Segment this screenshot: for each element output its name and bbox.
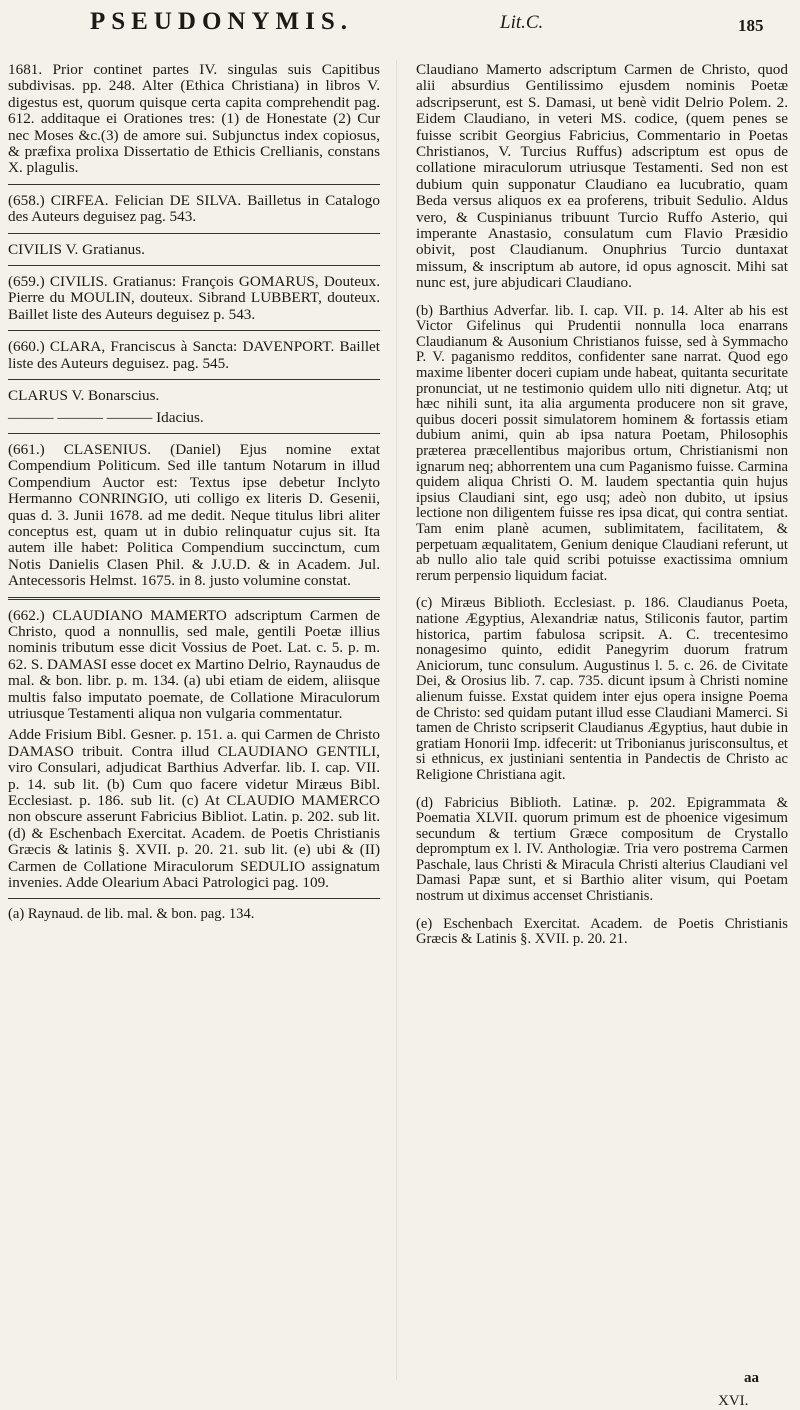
entry-659-civilis: (659.) CIVILIS. Gratianus: François GOMARUS, Douteux. Pierre du MOULIN, douteux. Sibrand LUBBERT, douteux. Baillet liste des Auteurs deguisez p. 543. xyxy=(8,273,380,323)
entry-658-cirfea: (658.) CIRFEA. Felician DE SILVA. Bailletus in Catalogo des Auteurs deguisez pag. 543. xyxy=(8,191,380,226)
divider xyxy=(8,233,380,234)
left-column xyxy=(8,62,380,928)
page-number: 185 xyxy=(738,16,764,35)
divider xyxy=(8,330,380,331)
right-column xyxy=(416,62,788,953)
running-title: PSEUDONYMIS. xyxy=(90,8,353,35)
footnote-a-continuation: Claudiano Mamerto adscriptum Carmen de Christo, quod alii absurdius Gentilissimo ejusdem nominis Poetæ adscripserunt, est S. Damasi, ut benè vidit Delrio Polem. 2. Eidem Claudiano, in veteri MS. codice, (quem penes se fuisse scribit Georgius Fabricius, Commentario in Poetas Christianos, V. Turcius Ruffus) adscriptum est opus de collatione miraculorum utriusque Testamenti. Sed non est dubium quin supponatur Claudiano ea lucubratio, quam Beda versus aliquos ex ea proferens, tribuit Sedulio. Aldus vero, & Cuspinianus tribuunt Turcio Ruffo Asterio, qui imperante Anastasio, consulatum cum Flavio Præsidio obivit, post Claudianum. Onuphrius Turcio duntaxat missum, & inscriptum ab autore, id opus agnoscit. Mihi sat nunc est, jure abjudicari Claudiano. xyxy=(416,61,788,292)
divider xyxy=(8,597,380,600)
footnote-e: (e) Eschenbach Exercitat. Academ. de Poetis Christianis Græcis & Latinis §. XVII. p. 20. 21. xyxy=(416,915,788,948)
entry-clarus-see: CLARUS V. Bonarscius. xyxy=(8,387,160,405)
signature-mark: aa xyxy=(744,1370,759,1386)
footnote-divider xyxy=(8,898,380,899)
divider xyxy=(8,433,380,434)
divider xyxy=(8,265,380,266)
entry-idacius-see: ——— ——— ——— Idacius. xyxy=(8,408,204,426)
divider xyxy=(8,379,380,380)
entry-660-clara: (660.) CLARA, Franciscus à Sancta: DAVENPORT. Baillet liste des Auteurs deguisez. pag. 545. xyxy=(8,338,380,372)
footnote-b: (b) Barthius Adverfar. lib. I. cap. VII. p. 14. Alter ab his est Victor Gifelinus qui Prudentii nonnulla loca enarrans Claudianum & Ausonium Christianos fuisse, sed à Symmacho P. V. paganismo redditos, confidenter sane narrat. Quod ego maxime libenter doceri cupiam unde habeat, quitanta securitate pronunciat, ut ne testimonio quidem ullo niti dignetur. Atq; ut hæc nihili sunt, ita alia argumenta producere non sit grave, quibus doceri possit simulatorem hominem & fortassis etiam dubium animi, quin ab ipsa natura Poetam, Philosophis præterea præcellentibus majoribus ortum, Christianismi non ignarum neq; abhorrentem una cum Paganismo fuisse. Carmina quidem aliqua Christi O. M. laudem spectantia quin hujus ipsius Claudiani sint, ego usq; adeò non dubito, ut ipsius lectione non diligentem fuisse res ipsa dicat, qui contra sentiat. Tam enim planè acumen, sublimitatem, facilitatem, & perpetuam æqualitatem, Genium denique Claudiani referunt, ut ab nullo alio tale quid scribi potuisse exactissima omnium rerum perpensio liquidum faciat. xyxy=(416,302,788,584)
footnote-d: (d) Fabricius Biblioth. Latinæ. p. 202. Epigrammata & Poematia XLVII. quorum primum est de phoenice vigesimum secundum & tertium Græce compositum de Crystallo depromptum ex l. IV. Anthologiæ. Tria vero postrema Carmen Paschale, laus Christi & Miracula Christi alterius Claudiani vel Damasi Papæ sunt, et si Barthio aliter visum, qui Poetam nostrum ut diximus accenset Christianis. xyxy=(416,794,788,905)
page-header xyxy=(0,0,800,48)
catchword: XVI. xyxy=(718,1393,749,1409)
footnote-c: (c) Miræus Biblioth. Ecclesiast. p. 186. Claudianus Poeta, natione Ægyptius, Alexandriæ natus, Stiliconis fautor, partim historica, partim fabulosa scripsit. A. C. trecentesimo nonagesimo quinto, edidit Panegyrim duorum fratrum Aniciorum, tunc consulum. Augustinus l. 5. c. 26. de Civitate Dei, & Orosius lib. 7. cap. 735. dicunt ipsum à Christi nomine alienum fuisse. Exstat quidem inter ejus opera insigne Poema de Christo: sed quidam putant illud esse Claudiani Mamerci. Si tamen de Christo scripserit Claudianus Ægyptius, haut dubie in gratiam Honorii Imp. idfecerit: ut Tribonianus jurisconsultus, et si ethnicus, ex justiniani sententia in Pandectis de Christo ac Religione Christiana agit. xyxy=(416,595,788,783)
entry-civilis-see: CIVILIS V. Gratianus. xyxy=(8,240,145,258)
entry-662-claudiano: (662.) CLAUDIANO MAMERTO adscriptum Carmen de Christo, quod a nonnullis, sed male, gentili Poetæ illius nominis tributum esse dicit Vossius de Poet. Lat. c. 5. p. m. 62. S. DAMASI esse docet ex Martino Delrio, Raynaudus de mal. & bon. libr. p. m. 134. (a) ubi etiam de eidem, aliisque multis falso imputato poemate, de Collatione Miraculorum utriusque Testamenti aliqua non vulgaria commentatur. xyxy=(8,606,380,722)
running-section: Lit.C. xyxy=(500,12,544,33)
entry-661-clasenius: (661.) CLASENIUS. (Daniel) Ejus nomine extat Compendium Politicum. Sed ille tantum Notarum in illud Compendium Auctor est: Textus ipse debetur Inclyto Hermanno CONRINGIO, uti colligo ex literis D. Gesenii, quas d. 3. Junii 1678. ad me dedit. Neque titulus libri aliter conceptus est, quam ut in dubio relinquatur cujus sit. Ita autem ille habet: Politica Compendium succinctum, cum Notis Danielis Clasen Phil. & J.U.D. & in Academ. Jul. Antecessoris Helmst. 1675. in 8. justo volumine constat. xyxy=(8,440,380,590)
divider xyxy=(8,184,380,185)
entry-662-addendum: Adde Frisium Bibl. Gesner. p. 151. a. qui Carmen de Christo DAMASO tribuit. Contra illud CLAUDIANO GENTILI, viro Consulari, adjudicat Barthius Adverfar. lib. I. cap. VII. p. 14. sub lit. (b) Cum quo facere videtur Miræus Bibl. Ecclesiast. p. 186. sub lit. (c) At CLAUDIO MAMERCO non obscure asserunt Fabricius Bibliot. Latin. p. 202. sub lit. (d) & Eschenbach Exercitat. Academ. de Poetis Christianis Græcis & latinis §. XVII. p. 20. 21. sub lit. (e) ubi & (II) Carmen de Collatione Miraculorum SEDULIO assignatum invenies. Adde Olearium Abaci Patrologici pag. 109. xyxy=(8,726,380,892)
entry-1681-continuation: 1681. Prior continet partes IV. singulas suis Capitibus subdivisas. pp. 248. Alter (Ethica Christiana) in libros V. digestus est, quorum quisque certa capita comprehendit pag. 612. additaque ei Orationes tres: (1) de Honestate (2) Cur nec Moses &c.(3) de amore sui. Subjunctus index copiosus, & præfixa prolixa Dissertatio de Ethicis Crellianis, constans X. plagulis. xyxy=(8,61,380,177)
column-divider xyxy=(396,60,397,1380)
footnote-a: (a) Raynaud. de lib. mal. & bon. pag. 134. xyxy=(8,906,255,923)
